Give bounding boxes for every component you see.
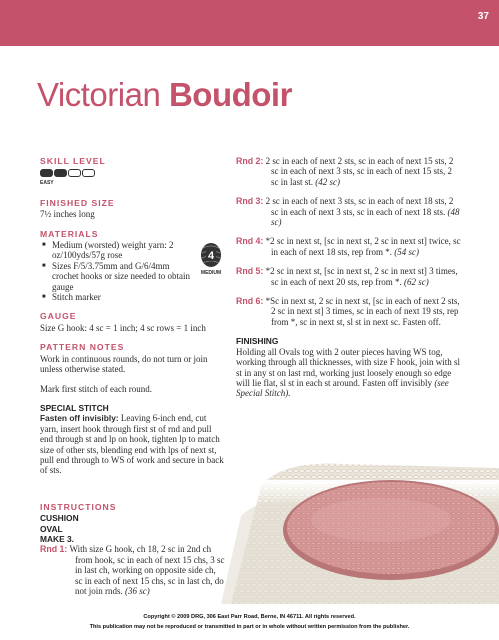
- round-6-text: [236, 296, 461, 327]
- special-stitch-body: Leaving 6-inch end, cut yarn, insert hook through first st of rnd and pull end through st and lp on hook, tighten lp to match size of other sts, blending end with lps of next st, pull end through to WS of work and secure in back of sts.: [40, 413, 224, 476]
- round-5-label: Rnd 5:: [236, 266, 264, 277]
- page-title: [37, 76, 292, 114]
- right-column: [236, 156, 461, 399]
- skill-level-heading: SKILL LEVEL: [40, 156, 106, 166]
- round-4-count: (54 sc): [394, 246, 419, 257]
- gauge-text: Size G hook: 4 sc = 1 inch; 4 sc rows = 1 inch: [40, 322, 206, 333]
- round-5-count: (62 sc): [403, 276, 429, 287]
- skill-dot-3: [68, 169, 81, 177]
- round-5-body: *2 sc in next st, [sc in next st, 2 sc in next st] 3 times, sc in each of next 20 sts, rep from *.: [265, 266, 458, 287]
- round-3-count: (48 sc): [271, 206, 460, 228]
- round-4-body: *2 sc in next st, [sc in next st, 2 sc in next st] twice, sc in each of next 18 sts, rep from *.: [265, 236, 461, 257]
- round-2-body: 2 sc in each of next 2 sts, sc in each of next 15 sts, 2 sc in each of next 3 sts, sc in each of next 15 sts, 2 sc in last st.: [265, 156, 454, 187]
- make-heading: MAKE 3.: [40, 533, 74, 544]
- round-2-text: [236, 156, 461, 187]
- round-2-count: (42 sc): [315, 176, 340, 187]
- finishing-text: [236, 347, 461, 399]
- round-3-label: Rnd 3:: [236, 196, 264, 207]
- finished-size-heading: FINISHED SIZE: [40, 197, 115, 208]
- round-4-text: [236, 236, 461, 257]
- finishing-heading: FINISHING: [236, 336, 279, 347]
- round-5-text: [236, 266, 461, 287]
- skill-dot-4: [82, 169, 95, 177]
- materials-item: ■ Sizes F/5/3.75mm and G/6/4mm crochet hooks or size needed to obtain gauge: [52, 261, 193, 292]
- finished-size-text: 7½ inches long: [40, 209, 95, 220]
- materials-item: ■ Medium (worsted) weight yarn: 2 oz/100yds/57g rose: [52, 240, 193, 261]
- materials-heading: MATERIALS: [40, 228, 99, 239]
- finishing-body: Holding all Ovals tog with 2 outer pieces having WS tog, working through all thicknesses, with size F hook, join with sl st in any st on last rnd, working just loosely enough so edge will lie flat, sl st in each st around. Fasten off invisibly: [236, 346, 460, 388]
- round-3-text: [236, 196, 461, 227]
- round-1-body: With size G hook, ch 18, 2 sc in 2nd ch from hook, sc in each of next 15 chs, 3 sc in last ch, working on opposite side ch, sc in each of next 15 chs, sc in last ch, do not join rnds.: [69, 544, 225, 596]
- cushion-heading: CUSHION: [40, 513, 79, 524]
- pattern-notes-heading: PATTERN NOTES: [40, 342, 125, 353]
- round-6-label: Rnd 6:: [236, 296, 264, 307]
- rights-line: This publication may not be reproduced or transmitted in part or in whole without written permission from the publisher.: [89, 624, 410, 630]
- round-2-label: Rnd 2:: [236, 156, 264, 166]
- yarn-weight-icon: [197, 242, 225, 302]
- round-3-body: 2 sc in each of next 3 sts, sc in each of next 18 sts, 2 sc in each of next 3 sts, sc in each of next 18 sts.: [265, 196, 454, 217]
- copyright-line: Copyright © 2009 DRG, 306 East Parr Road, Berne, IN 46711. All rights reserved.: [143, 614, 356, 620]
- title-part-1: Victorian: [37, 76, 169, 113]
- skill-dot-1: [40, 169, 53, 177]
- pattern-notes-text-2: Mark first stitch of each round.: [40, 383, 152, 394]
- instructions-heading: INSTRUCTIONS: [40, 501, 117, 512]
- gauge-heading: GAUGE: [40, 311, 77, 322]
- left-column: [40, 156, 225, 596]
- header-bar: [0, 0, 499, 46]
- yarn-weight-number: 4: [208, 250, 215, 263]
- materials-item: ■ Stitch marker: [52, 292, 193, 302]
- round-1-text: [40, 544, 225, 596]
- materials-block: [40, 240, 225, 302]
- skill-dot-2: [54, 169, 67, 177]
- materials-list: [40, 240, 193, 302]
- special-stitch-text: [40, 413, 225, 475]
- yarn-weight-label: MEDIUM: [200, 270, 222, 277]
- cushion-photo: [221, 456, 499, 604]
- finishing-ref: (see Special Stitch).: [236, 377, 449, 399]
- round-1-label: Rnd 1:: [40, 544, 68, 555]
- special-stitch-heading: SPECIAL STITCH: [40, 402, 109, 413]
- oval-heading: OVAL: [40, 523, 63, 534]
- title-part-2: Boudoir: [168, 76, 292, 113]
- pattern-notes-text: Work in continuous rounds, do not turn or join unless otherwise stated.: [40, 353, 208, 375]
- special-stitch-lead: Fasten off invisibly:: [40, 413, 119, 424]
- page-number: 37: [477, 11, 489, 22]
- round-6-body: *Sc in next st, 2 sc in next st, [sc in each of next 2 sts, 2 sc in next st] 3 times, sc in each of next 19 sts, rep from *, sc in next st, sl st in next sc. Fasten off.: [265, 296, 460, 327]
- skill-level-meter: [40, 169, 225, 177]
- skill-level-label: EASY: [40, 180, 54, 187]
- round-1-count: (36 sc): [125, 586, 150, 596]
- round-4-label: Rnd 4:: [236, 236, 264, 247]
